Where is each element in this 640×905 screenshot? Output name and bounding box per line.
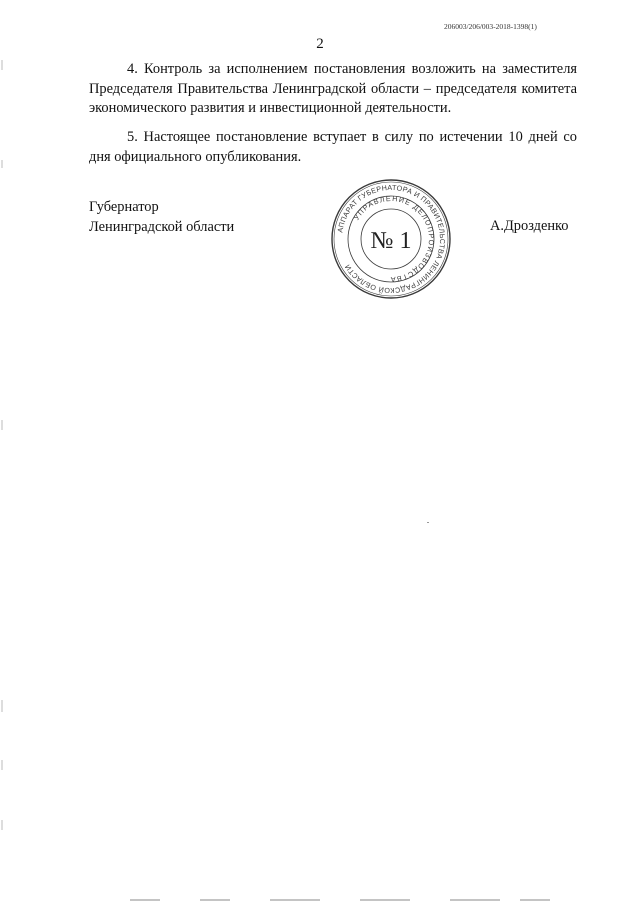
official-seal xyxy=(330,178,452,300)
seal-number: № 1 xyxy=(370,228,412,254)
seal-inner-text: УПРАВЛЕНИЕ ДЕЛОПРОИЗВОДСТВА xyxy=(351,193,437,285)
paragraph-4 xyxy=(89,60,577,119)
signatory-title-line1: Губернатор xyxy=(89,199,159,215)
scan-speck xyxy=(427,522,429,523)
signatory-title xyxy=(89,198,234,237)
seal-graphic xyxy=(330,178,452,300)
paragraph-4-text: 4. Контроль за исполнением постановления возложить на заместителя Председателя Правительства Ленинградской области – председателя комитета экономического развития и инвестиционной деятельности. xyxy=(89,61,577,116)
scan-bottom-marks xyxy=(120,898,560,902)
paragraph-5 xyxy=(89,128,577,167)
page-number: 2 xyxy=(316,36,324,52)
signatory-name: А.Дрозденко xyxy=(490,218,569,234)
scan-edge-marks xyxy=(0,0,6,905)
signatory-title-line2: Ленинградской области xyxy=(89,218,235,235)
document-code: 206003/206/003-2018-1398(1) xyxy=(444,22,537,31)
paragraph-5-text: 5. Настоящее постановление вступает в силу по истечении 10 дней со дня официального опубликования. xyxy=(89,129,577,165)
seal-outer-text: АППАРАТ ГУБЕРНАТОРА И ПРАВИТЕЛЬСТВА ЛЕНИНГРАДСКОЙ ОБЛАСТИ xyxy=(335,182,448,296)
